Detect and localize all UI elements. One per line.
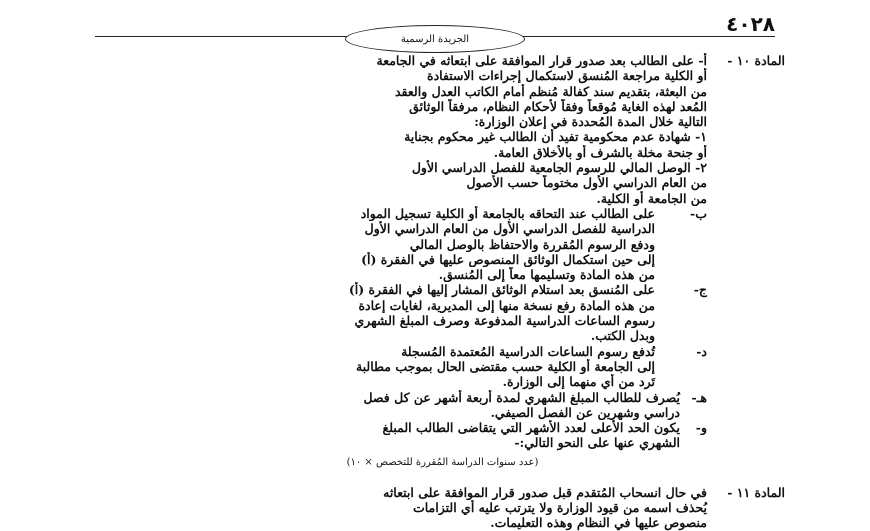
- article-11-line-1: في حال انسحاب المُتقدم قبل صدور قرار الموافقة على ابتعاثه: [383, 484, 707, 500]
- item-h-line-1: يُصرف للطالب المبلغ الشهري لمدة أربعة أشهر عن كل فصل: [363, 389, 680, 405]
- text-line: [100, 485, 785, 500]
- item-d-line-1: تُدفع رسوم الساعات الدراسية المُعتمدة المُسجلة: [401, 343, 655, 359]
- text-line: [100, 282, 785, 297]
- formula: (عدد سنوات الدراسة المُقررة للتخصص × ١٠): [346, 456, 539, 468]
- article-11-line-3: منصوص عليها في النظام وهذه التعليمات.: [490, 515, 707, 531]
- article-11-line-2: يُحذف اسمه من قيود الوزارة ولا يترتب عليه أي التزامات: [412, 500, 707, 516]
- item-h-line-2: دراسي وشهرين عن الفصل الصيفي.: [490, 404, 680, 420]
- article-10-line-4: المُعد لهذه الغاية مُوقعاً وفقاً لأحكام النظام، مرفقاً الوثائق: [409, 98, 707, 114]
- journal-name: الجريدة الرسمية: [400, 33, 470, 45]
- body-text: [100, 53, 785, 531]
- text-line: [100, 267, 785, 282]
- text-line: [100, 298, 785, 313]
- article-10-line-9: من العام الدراسي الأول مختوماً حسب الأصول: [466, 175, 707, 191]
- text-line: [100, 252, 785, 267]
- journal-name-badge: [345, 25, 525, 53]
- item-j-label: ج-: [693, 282, 707, 298]
- item-w-line-1: يكون الحد الأعلى لعدد الأشهر التي يتقاضى الطالب المبلغ: [382, 420, 680, 436]
- item-b-line-5: من هذه المادة وتسليمها معاً إلى المُنسق.: [438, 267, 655, 283]
- text-line: [100, 68, 785, 83]
- text-line: [100, 374, 785, 389]
- text-line: [100, 160, 785, 175]
- text-line: [100, 237, 785, 252]
- page-header: [95, 12, 775, 50]
- page-number: ٤٠٢٨: [726, 12, 775, 36]
- item-b-line-2: الدراسية للفصل الدراسي الأول من العام الدراسي الأول: [364, 221, 655, 237]
- text-line: [100, 99, 785, 114]
- text-line: [100, 313, 785, 328]
- text-line: [100, 390, 785, 405]
- text-line: [100, 129, 785, 144]
- text-line: [100, 344, 785, 359]
- item-b-line-1: على الطالب عند التحاقه بالجامعة أو الكلية تسجيل المواد: [360, 205, 655, 221]
- text-line: [100, 328, 785, 343]
- item-j-line-1: على المُنسق بعد استلام الوثائق المشار إليها في الفقرة (أ): [348, 282, 655, 298]
- text-line: [100, 359, 785, 374]
- text-line: [100, 221, 785, 236]
- article-10-line-8: ٢- الوصل المالي للرسوم الجامعية للفصل الدراسي الأول: [411, 160, 707, 176]
- article-10-line-3: من البعثة، بتقديم سند كفالة مُنظم أمام الكاتب العدل والعقد: [395, 83, 707, 99]
- item-b-label: ب-: [690, 205, 707, 221]
- item-h-label: هـ-: [691, 389, 707, 405]
- article-10-line-10: من الجامعة أو الكلية.: [596, 190, 707, 206]
- item-w-line-2: الشهري عنها على النحو التالي:-: [514, 435, 680, 451]
- text-line: [100, 206, 785, 221]
- text-line: [100, 84, 785, 99]
- item-j-line-4: وبدل الكتب.: [590, 328, 655, 344]
- item-b-line-3: ودفع الرسوم المُقررة والاحتفاظ بالوصل المالي: [409, 236, 655, 252]
- text-line: [100, 53, 785, 68]
- text-line: [100, 145, 785, 160]
- article-10-label: المادة ١٠ -: [727, 53, 785, 68]
- item-d-line-2: إلى الجامعة أو الكلية حسب مقتضى الحال بموجب مطالبة: [355, 358, 655, 374]
- item-w-label: و-: [695, 420, 707, 436]
- text-line: [100, 405, 785, 420]
- text-line: [100, 515, 785, 530]
- article-10-line-7: أو جنحة مخلة بالشرف أو بالأخلاق العامة.: [493, 144, 707, 160]
- text-line: [100, 175, 785, 190]
- text-line: [100, 435, 785, 450]
- article-11-label: المادة ١١ -: [727, 484, 785, 500]
- text-line: [100, 420, 785, 435]
- article-10-line-5: التالية خلال المدة المُحددة في إعلان الوزارة:: [474, 114, 707, 130]
- article-10-line-6: ١- شهادة عدم محكومية تفيد أن الطالب غير محكوم بجناية: [404, 129, 707, 145]
- item-b-line-4: إلى حين استكمال الوثائق المنصوص عليها في الفقرة (أ): [361, 251, 655, 267]
- article-10-line-2: أو الكلية مراجعة المُنسق لاستكمال إجراءات الاستفادة: [427, 68, 707, 84]
- item-j-line-3: رسوم الساعات الدراسية المدفوعة وصرف المبلغ الشهري: [354, 313, 655, 329]
- text-line: [100, 114, 785, 129]
- article-10-line-1: أ- على الطالب بعد صدور قرار الموافقة على ابتعاثه في الجامعة: [376, 53, 707, 68]
- item-d-line-3: تَرد من أي منهما إلى الوزارة.: [502, 374, 655, 390]
- spacer: [100, 473, 785, 485]
- text-line: [100, 500, 785, 515]
- item-j-line-2: من هذه المادة رفع نسخة منها إلى المديرية، لغايات إعادة: [358, 297, 655, 313]
- text-line: [100, 191, 785, 206]
- item-d-label: د-: [696, 343, 707, 359]
